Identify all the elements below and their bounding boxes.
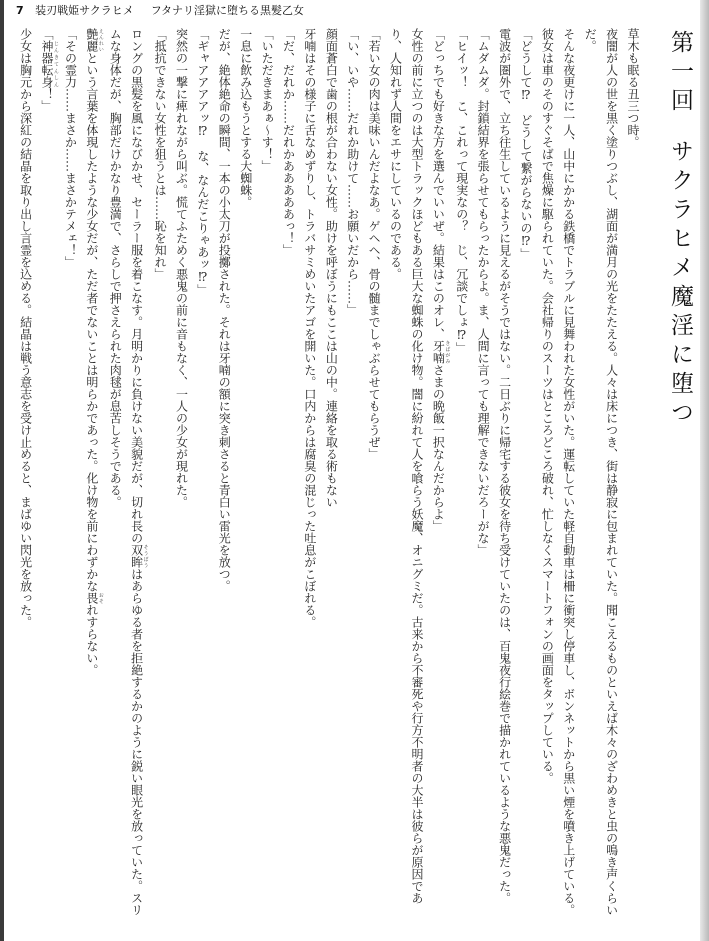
furigana: えんれい — [97, 28, 104, 52]
text-run: さまの晩飯一択なんだからよ」 — [431, 364, 446, 532]
text-run: 牙喃はその様子に舌なめずりし、トラバサミめいたアゴを開いた。口内からは腐臭の混じった吐息がこぼれる。 — [302, 28, 317, 628]
text-run: 夜闇が人の世を黒く塗りつぶし、湖面が満月の光をたたえる。人々は床につき、街は静寂に包まれていた。聞こえるものといえば木々のざわめきと虫の鳴き声くらいだ。 — [583, 28, 619, 916]
paragraph — [557, 28, 578, 926]
ruby-annotated-word: 神器転身 じんきてんしん — [40, 40, 60, 88]
paragraph — [515, 28, 536, 926]
text-run: れすらない。 — [84, 604, 99, 676]
text-run: 「若い女の肉は美味いんだよなあ。ゲヘヘ、骨の髄までしゃぶらせてもらうぜ」 — [367, 28, 382, 460]
paragraph — [472, 28, 493, 926]
text-run: 「い、いや……だれか助けて……お願いだから……」 — [345, 28, 360, 316]
text-run: 「 — [40, 28, 55, 40]
paragraph — [579, 28, 622, 926]
furigana: おそ — [97, 592, 104, 604]
text-run: 女性の前に立つのは大型トラックほどもある巨大な蜘蛛の化け物。闇に紛れて人を喰らう妖魔、オニグミだ。古来から不審死や行方不明者の大半は彼らが原因であり、人知れず人間をエサにしているのである。 — [388, 28, 424, 904]
ruby-annotated-word: 艶麗 えんれい — [84, 28, 104, 52]
text-run: 「その霊力……まさか……まさかテメェ！」 — [63, 28, 78, 268]
text-run: ！」 — [40, 88, 55, 112]
text-run: 彼女は車のそのすぐそばで焦燥に駆られていた。会社帰りのスーツはところどころ破れ、忙しなくスマートフォンの画面をタップしている。 — [540, 28, 555, 784]
paragraph — [384, 28, 427, 926]
furigana: そうぼう — [142, 544, 149, 568]
paragraph — [427, 28, 450, 926]
text-run: 「どっちでも好きな方を選んでいいぜ。結果はこのオレ、 — [431, 28, 446, 340]
text-run: ロングの黒髪を風になびかせ、セーラー服を着こなす。月明かりに負けない美貌だが、切れ長の — [129, 28, 144, 544]
text-run: という言葉を体現したような少女だが、ただ者でないことは明らかであった。化け物を前にわずかな — [84, 52, 99, 592]
text-run: 「抵抗できない女性を狙うとは……恥を知れ」 — [153, 28, 168, 280]
paragraph — [191, 28, 212, 926]
text-run: 「どうして⁉ どうして繋がらないの⁉」 — [518, 28, 533, 260]
paragraph — [36, 28, 59, 926]
book-title: フタナリ淫獄に堕ちる黒髪乙女 — [150, 4, 304, 17]
text-run: そんな夜更けに一人、山中にかかる鉄橋でトラブルに見舞われた女性がいた。運転していた軽自動車は柵に衝突し停車し、ボンネットから黒い煙を噴き上げている。 — [561, 28, 576, 916]
paragraph — [493, 28, 514, 926]
paragraph — [104, 28, 149, 926]
page-shadow — [700, 0, 709, 941]
text-run: 電波が圏外で、立ち往生しているように見えるがそうではない。二日ぶりに帰宅する彼女を待ち受けていたのは、百鬼夜行絵巻で描かれているような悪鬼だった。 — [497, 28, 512, 904]
text-run: 「いただきまあぁ～す！」 — [260, 28, 275, 172]
paragraph — [149, 28, 170, 926]
paragraph — [277, 28, 298, 926]
ruby-annotated-word: 畏 おそ — [84, 592, 104, 604]
text-run: 突然の一撃に痺れながら叫ぶ。慌てふためく悪鬼の前に音もなく、一人の少女が現れた。 — [174, 28, 189, 508]
text-run: 「ギャアアアアッ⁉ な、なんだこりゃあッ⁉」 — [195, 28, 210, 296]
text-run: 「ヒイッ！ こ、これって現実なの？ じ、冗談でしょ⁉」 — [454, 28, 469, 354]
text-run: はあらゆる者を拒絶するかのように鋭い眼光を放っていた。スリムな身体だが、胸部だけかなり豊満で、さらしで押さえられた肉毬が息苦しそうである。 — [108, 28, 144, 916]
paragraph — [320, 28, 341, 926]
chapter-title — [663, 30, 697, 530]
running-header — [16, 2, 304, 18]
series-title: 装刃戦姫サクラヒメ — [35, 4, 134, 17]
furigana: じんきてんしん — [53, 40, 60, 88]
text-run: 「だ、だれか……だれかあああああっ！」 — [281, 28, 296, 256]
paragraph — [80, 28, 103, 926]
paragraph — [622, 28, 643, 926]
body-text — [14, 28, 643, 926]
furigana: きばがみ — [444, 340, 451, 364]
paragraph — [234, 28, 255, 926]
paragraph — [256, 28, 277, 926]
paragraph — [14, 28, 35, 926]
page-number: 7 — [16, 4, 24, 17]
window-edge — [0, 0, 4, 941]
chapter-number: 第一回 — [667, 30, 693, 117]
paragraph — [363, 28, 384, 926]
paragraph — [450, 28, 471, 926]
ruby-annotated-word: 牙喃 きばがみ — [431, 340, 451, 364]
text-run: 顔面蒼白で歯の根が合わない女性。助けを呼ぼうにもここは山の中。連絡を取る術もない — [324, 28, 339, 508]
paragraph — [170, 28, 191, 926]
text-run: 「ムダムダ。封鎖結界を張らせてもらったからよ。ま、人間に言っても理解できないだろーがな」 — [476, 28, 491, 556]
paragraph — [299, 28, 320, 926]
paragraph — [341, 28, 362, 926]
paragraph — [59, 28, 80, 926]
paragraph — [536, 28, 557, 926]
text-run: 草木も眠る丑三つ時。 — [626, 28, 640, 148]
text-run: 少女は胸元から深紅の結晶を取り出し言霊を込める。結晶は戦う意志を受け止めると、まばゆい閃光を放った。 — [18, 28, 33, 628]
text-run: 一息に飲み込もうとする大蜘蛛。 — [238, 28, 253, 208]
paragraph — [213, 28, 234, 926]
text-run: だが、絶体絶命の瞬間、一本の小太刀が投擲された。それは牙喃の額に突き刺さると青白い雷光を放つ。 — [217, 28, 232, 592]
ruby-annotated-word: 双眸 そうぼう — [129, 544, 149, 568]
chapter-name: サクラヒメ魔淫に堕つ — [667, 139, 693, 429]
